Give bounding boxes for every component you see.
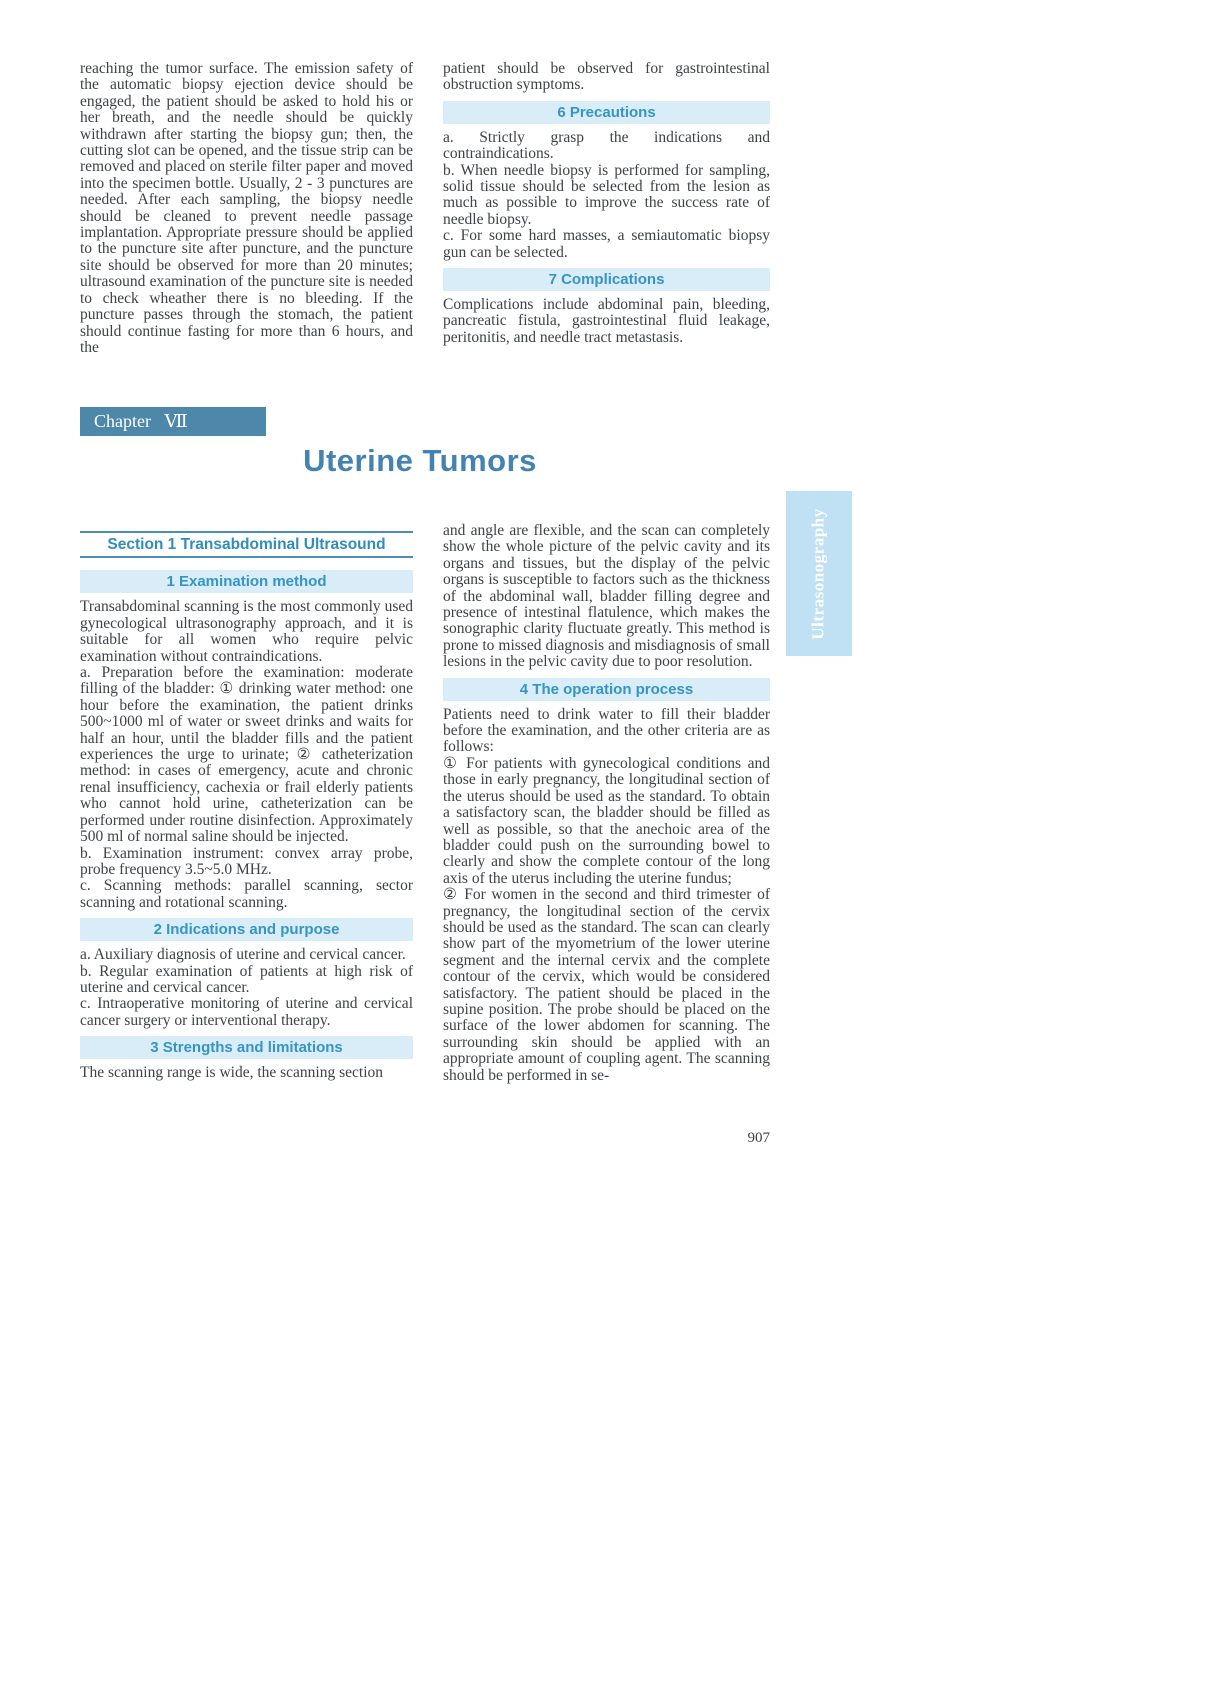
chapter-title: Uterine Tumors <box>303 443 537 478</box>
body-paragraph: b. When needle biopsy is performed for sampling, solid tissue should be selected from the lesion as much as possible to improve the success rate of needle biopsy. <box>443 161 770 228</box>
subsection-heading-strengths: 3 Strengths and limitations <box>80 1036 413 1059</box>
body-paragraph: The scanning range is wide, the scanning section <box>80 1064 384 1082</box>
body-paragraph: a. Preparation before the examination: moderate filling of the bladder: ① drinking water method: one hour before the examination, the patient drinks 500~1000 ml of water or sweet drinks and waits for half an hour, until the bladder fills and the patient experiences the urge to urinate; ② catheterization method: in cases of emergency, acute and chronic renal insufficiency, cachexia or frail elderly patients who cannot hold urine, catheterization can be performed under routine disinfection. Approximately 500 ml of normal saline should be injected. <box>80 664 413 846</box>
ultrasonography-margin-tab <box>786 491 852 656</box>
body-paragraph: c. Scanning methods: parallel scanning, sector scanning and rotational scanning. <box>80 877 413 911</box>
subsection-heading-operation-process: 4 The operation process <box>443 678 770 701</box>
left-column-top <box>80 61 413 356</box>
margin-tab-label: Ultrasonography <box>809 507 829 640</box>
body-paragraph: c. Intraoperative monitoring of uterine and cervical cancer surgery or interventional therapy. <box>80 995 413 1029</box>
body-paragraph: c. For some hard masses, a semiautomatic biopsy gun can be selected. <box>443 227 770 261</box>
right-column-bottom <box>443 523 770 1084</box>
body-paragraph: and angle are flexible, and the scan can completely show the whole picture of the pelvic cavity and its organs and tissues, but the display of the pelvic organs is susceptible to factors such as the thickness of the abdominal wall, bladder filling degree and presence of intestinal flatulence, which makes the sonographic clarity fluctuate greatly. This method is prone to missed diagnosis and misdiagnosis of small lesions in the pelvic cavity due to poor resolution. <box>443 522 770 671</box>
body-paragraph: b. Regular examination of patients at high risk of uterine and cervical cancer. <box>80 962 413 996</box>
left-column-bottom <box>80 531 413 1082</box>
body-paragraph: b. Examination instrument: convex array probe, probe frequency 3.5~5.0 MHz. <box>80 844 413 878</box>
subsection-heading-examination-method: 1 Examination method <box>80 570 413 593</box>
body-paragraph: a. Auxiliary diagnosis of uterine and cervical cancer. <box>80 946 406 964</box>
body-paragraph: ① For patients with gynecological conditions and those in early pregnancy, the longitudinal section of the uterus should be used as the standard. To obtain a satisfactory scan, the bladder should be filled as well as possible, so that the anechoic area of the bladder could push on the surrounding bowel to clearly and show the complete contour of the long axis of the uterus including the uterine fundus; <box>443 754 770 887</box>
subsection-heading-precautions: 6 Precautions <box>443 101 770 124</box>
body-paragraph: a. Strictly grasp the indications and contraindications. <box>443 128 770 163</box>
body-paragraph: reaching the tumor surface. The emission safety of the automatic biopsy ejection device should be engaged, the patient should be asked to hold his or her breath, and the needle should be quickly withdrawn after starting the biopsy gun; then, the cutting slot can be opened, and the tissue strip can be removed and placed on sterile filter paper and moved into the specimen bottle. Usually, 2 - 3 punctures are needed. After each sampling, the biopsy needle should be cleaned to prevent needle passage implantation. Appropriate pressure should be applied to the puncture site after puncture, and the puncture site should be observed for more than 20 minutes; ultrasound examination of the puncture site is needed to check wheather there is no bleeding. If the puncture passes through the stomach, the patient should continue fasting for more than 6 hours, and the <box>80 60 413 356</box>
body-paragraph: Patients need to drink water to fill their bladder before the examination, and the other criteria are as follows: <box>443 705 770 756</box>
subsection-heading-indications: 2 Indications and purpose <box>80 918 413 941</box>
section-heading: Section 1 Transabdominal Ultrasound <box>80 531 413 558</box>
body-paragraph: Complications include abdominal pain, bleeding, pancreatic fistula, gastrointestinal fluid leakage, peritonitis, and needle tract metastasis. <box>443 296 770 346</box>
body-paragraph: ② For women in the second and third trimester of pregnancy, the longitudinal section of the cervix should be used as the standard. The scan can clearly show part of the myometrium of the lower uterine segment and the internal cervix and the complete contour of the cervix, which would be considered satisfactory. The patient should be placed in the supine position. The probe should be placed on the surface of the lower abdomen for scanning. The surrounding skin should be applied with an appropriate amount of coupling agent. The scanning should be performed in se- <box>443 886 770 1084</box>
chapter-banner: Chapter Ⅶ <box>80 407 266 436</box>
body-paragraph: patient should be observed for gastrointestinal obstruction symptoms. <box>443 60 770 94</box>
body-paragraph: Transabdominal scanning is the most commonly used gynecological ultrasonography approach, and it is suitable for all women who require pelvic examination without contraindications. <box>80 598 413 665</box>
right-column-top <box>443 61 770 346</box>
page-number: 907 <box>747 1130 770 1146</box>
subsection-heading-complications: 7 Complications <box>443 268 770 291</box>
